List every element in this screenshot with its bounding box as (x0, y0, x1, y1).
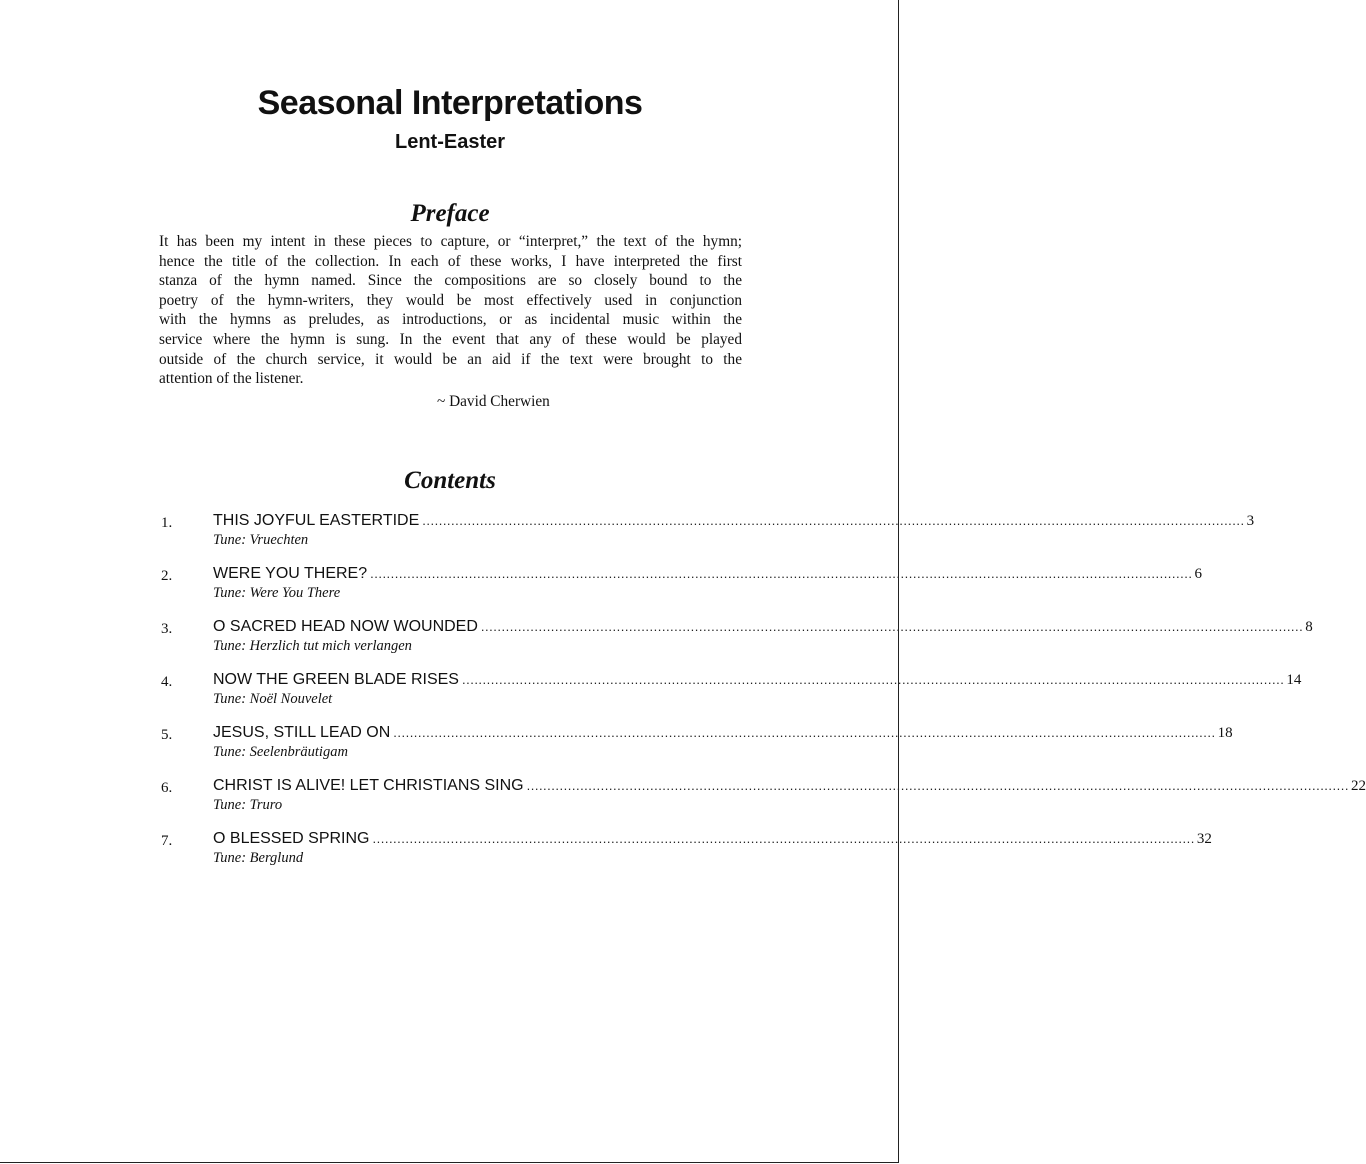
preface-heading: Preface (410, 200, 490, 227)
toc-page-number: 3 (1246, 513, 1255, 529)
preface-line: attention of the listener. (159, 370, 304, 388)
toc-page-number: 6 (1194, 566, 1202, 582)
toc-leader: ........................................................................................................................................................................................................ (372, 831, 1195, 846)
toc-tune: Tune: Noël Nouvelet (213, 691, 333, 707)
preface-line: service where the hymn is sung. In the event that any of these would be played (159, 330, 742, 348)
toc-title: WERE YOU THERE? (213, 565, 368, 582)
toc-entry[interactable] (159, 565, 1202, 618)
toc-line (213, 671, 1302, 689)
toc-line (213, 618, 1313, 636)
toc-tune: Tune: Berglund (213, 850, 304, 866)
toc-number: 7. (161, 833, 173, 849)
toc-title: O SACRED HEAD NOW WOUNDED (213, 618, 478, 635)
toc-page-number: 8 (1305, 619, 1313, 635)
toc-title: NOW THE GREEN BLADE RISES (213, 671, 459, 688)
preface-line: It has been my intent in these pieces to capture, or “interpret,” the text of the hymn; (159, 233, 742, 250)
toc-page-number: 22 (1350, 778, 1366, 794)
preface-body (159, 232, 742, 389)
page-subtitle: Lent-Easter (394, 131, 506, 153)
toc-number: 2. (161, 568, 173, 584)
toc-line (213, 724, 1233, 742)
toc-number: 1. (161, 515, 173, 531)
preface-line: poetry of the hymn-writers, they would be most effectively used in conjunction (159, 291, 742, 309)
table-of-contents (159, 512, 1366, 883)
preface-line: with the hymns as preludes, as introductions, or as incidental music within the (159, 311, 742, 329)
toc-tune: Tune: Truro (213, 797, 283, 813)
toc-line (213, 512, 1255, 530)
toc-entry[interactable] (159, 777, 1366, 830)
toc-line (213, 565, 1202, 583)
toc-number: 3. (161, 621, 173, 637)
toc-title: JESUS, STILL LEAD ON (213, 724, 391, 741)
toc-page-number: 14 (1286, 672, 1302, 688)
toc-tune: Tune: Seelenbräutigam (213, 744, 348, 760)
toc-leader: ........................................................................................................................................................................................................ (393, 725, 1216, 740)
page-title: Seasonal Interpretations (257, 84, 643, 122)
toc-entry[interactable] (159, 724, 1233, 777)
toc-tune: Tune: Were You There (213, 585, 341, 601)
toc-number: 5. (161, 727, 173, 743)
toc-number: 4. (161, 674, 173, 690)
preface-line: stanza of the hymn named. Since the compositions are so closely bound to the (159, 272, 742, 290)
toc-page-number: 32 (1196, 831, 1212, 847)
toc-tune: Tune: Herzlich tut mich verlangen (213, 638, 412, 654)
toc-leader: ........................................................................................................................................................................................................ (422, 513, 1245, 528)
toc-title: O BLESSED SPRING (213, 830, 370, 847)
toc-tune: Tune: Vruechten (213, 532, 309, 548)
toc-number: 6. (161, 780, 173, 796)
toc-entry[interactable] (159, 671, 1302, 724)
toc-title: CHRIST IS ALIVE! LET CHRISTIANS SING (213, 777, 524, 794)
preface-line: outside of the church service, it would be an aid if the text were brought to the (159, 350, 742, 368)
toc-line (213, 777, 1366, 795)
toc-entry[interactable] (159, 830, 1212, 883)
toc-title: THIS JOYFUL EASTERTIDE (213, 512, 420, 529)
toc-line (213, 830, 1212, 848)
preface-signature: ~ David Cherwien (437, 393, 550, 410)
toc-page-number: 18 (1217, 725, 1233, 741)
toc-entry[interactable] (159, 512, 1255, 565)
toc-leader: ........................................................................................................................................................................................................ (526, 778, 1349, 793)
contents-heading: Contents (404, 467, 496, 494)
toc-entry[interactable] (159, 618, 1313, 671)
toc-leader: ........................................................................................................................................................................................................ (461, 672, 1285, 687)
toc-leader: ........................................................................................................................................................................................................ (480, 619, 1304, 634)
preface-line: hence the title of the collection. In each of these works, I have interpreted the first (159, 252, 742, 270)
toc-leader: ........................................................................................................................................................................................................ (370, 566, 1193, 581)
